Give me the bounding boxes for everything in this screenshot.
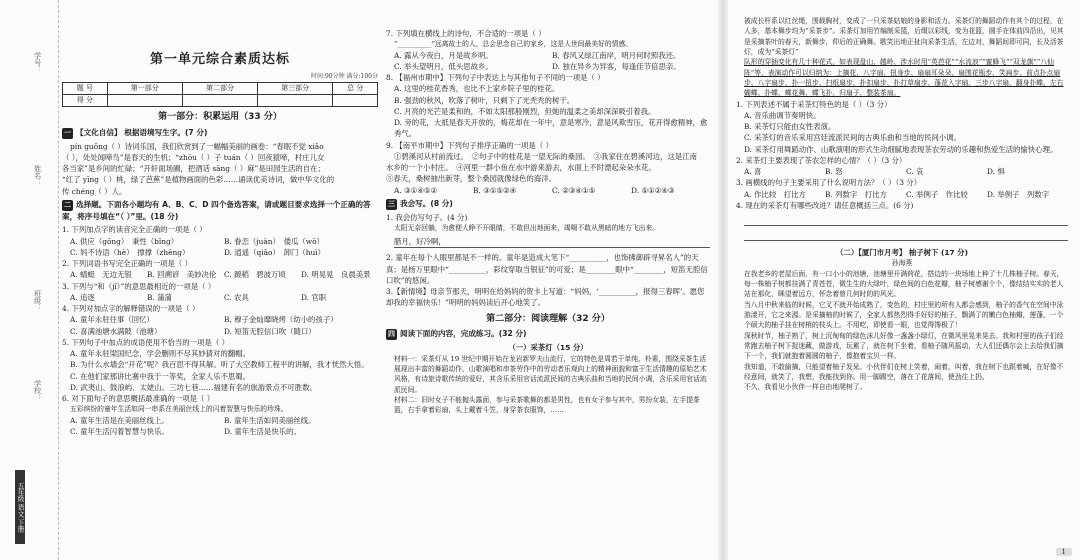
text-line: 传 chénɡ（ ）人。 bbox=[62, 186, 127, 196]
question: 3. 画横线的句子主要采用了什么说明方法？（ ）（3 分） bbox=[736, 178, 922, 188]
section-number: 三 bbox=[388, 199, 395, 208]
question: 4. 下列对加点字的解释错误的一项是（ ） bbox=[62, 304, 200, 314]
section-number: 四 bbox=[388, 330, 395, 339]
option[interactable]: B. 强劲的秋风，吹落了树叶，只剩下了光秃秃的树干。 bbox=[394, 95, 575, 105]
score-input-cell[interactable] bbox=[258, 94, 333, 106]
option[interactable]: B. 怒 bbox=[825, 167, 843, 177]
author: 孙海燕 bbox=[891, 259, 913, 268]
option[interactable]: C. ②③④①⑤ bbox=[552, 185, 596, 195]
section-title: 我会写。(8 分) bbox=[400, 198, 453, 208]
score-input-cell[interactable] bbox=[333, 94, 378, 106]
option[interactable]: C. 喜满池塘水满陂（池塘） bbox=[70, 326, 162, 336]
options bbox=[736, 166, 1068, 177]
option[interactable]: C. 童年生活闪着智慧与快乐。 bbox=[70, 426, 169, 436]
score-header-cell: 题 号 bbox=[63, 82, 108, 94]
text-line: ①碧溪河从村前流过。 ②句子中的桂花是一望无际的桑园。 ③我家住在碧溪河边，这是江南 bbox=[394, 151, 698, 161]
option[interactable]: D. 采茶灯用舞蹈动作、山歌演唱的形式生动细腻地表现茶农劳动的乐趣和热爱生活的愉快心理。 bbox=[744, 144, 1058, 154]
question: 4. 现在的采茶灯有哪些改进？请任意概括三点。(6 分) bbox=[736, 200, 914, 210]
page-number: 1 bbox=[1056, 548, 1072, 556]
option[interactable]: D. 官职 bbox=[301, 292, 327, 302]
option[interactable]: D. 惧 bbox=[987, 167, 1005, 177]
options bbox=[62, 269, 378, 280]
option[interactable]: D. 独在异乡为异客，每逢佳节倍思亲。 bbox=[552, 61, 681, 71]
score-input-cell[interactable] bbox=[182, 94, 257, 106]
option[interactable]: A. 蜻蜓 无边无银 bbox=[70, 270, 132, 280]
question: 3.【新情境】母亲节那天，明明在给妈妈的贺卡上写道：“妈妈，‘__________，报得三春晖’。愿您却我的幸福快乐！”明明的妈妈读后开心地笑了。 bbox=[386, 287, 705, 308]
option[interactable]: A. 露从今夜白，月是故乡明。 bbox=[394, 50, 493, 60]
answer-prompt: 腊月，好冷啊， bbox=[394, 237, 446, 247]
option[interactable]: B. 回溯谚 美妙决伦 bbox=[147, 270, 217, 280]
question: 2. 童年在每个人眼里都是不一样的。童年是造成大笔下“__________，也饰拂御辟寻昇名人”的天真；是杨万里眼中“__________，彩纹穿取当银征”的可爱；是________眼中“________，短笛无腔信口吹”的悠闲。 bbox=[386, 253, 708, 285]
grade-subject-tag: 五年级 语文 下册 bbox=[15, 470, 25, 544]
score-header-cell: 第二部分 bbox=[182, 82, 257, 94]
score-input-cell[interactable] bbox=[107, 94, 182, 106]
material-text: 材料二：旧时女子不能抛头露面，参与采茶歌舞的都是男性，也有女子参与其中，男扮女装，左手提茶篮，右手拿着彩扇，头上戴着斗笠，身穿茶农服饰，…… bbox=[394, 395, 700, 415]
column-2 bbox=[386, 0, 710, 556]
options bbox=[736, 189, 1068, 200]
answer-line[interactable] bbox=[394, 236, 710, 248]
material-text: 材料一：采茶灯从 19 世纪中期开始在龙岩新罗夫山流行，它的特色是周若干单纯、朴素，围绕采茶生活展现出丰富的舞蹈动作，山歌演唱和串茶劳作中的劳动者乐观向上的精神面貌和富于生活情趣的原始艺术风格，有诗旅诗歌传统的爱好，其含乐采用官话流派民间的古典乐曲和当地的民间小调，含乐采用官话流派民间。 bbox=[394, 354, 707, 394]
option[interactable]: B. 列数字 打比方 bbox=[825, 189, 887, 199]
option[interactable]: D. ⑤①②④③ bbox=[631, 185, 675, 195]
reading-subtitle: （二）【厦门市月考】 柚子树下 (17 分) bbox=[836, 248, 968, 258]
options bbox=[62, 236, 378, 259]
part1-heading: 第一部分：积累运用（33 分） bbox=[158, 111, 282, 122]
option[interactable]: C. 哀 bbox=[906, 167, 924, 177]
question: 8. 【福州市期中】下列句子中表达上与其他句子不同的一项是（ ） bbox=[386, 73, 605, 83]
quote-text: 太阳无奈回躺，为愈便人睁不开眼睛，不敢但出地面来，竭喝不敢从黑暗的地方飞出来。 bbox=[394, 224, 660, 233]
option[interactable]: B. 穆子金灿靡晓烤（幼小的孩子） bbox=[224, 315, 338, 325]
section-4-heading bbox=[386, 328, 710, 340]
option[interactable]: C. 月亮的光芒是柔和的，不如太阳那般刚烈，但她的温柔之美却深深吸引着我。 bbox=[394, 106, 656, 116]
option[interactable]: B. 为什么水墙会“开花”呢？我百思不得其解。听了大空教师工程平的讲解，我才恍然大悟。 bbox=[70, 360, 369, 370]
exam-title: 第一单元综合素质达标 bbox=[149, 52, 290, 67]
section-3-heading bbox=[386, 198, 710, 210]
binder-margin bbox=[0, 0, 59, 560]
text-line: 水乡的一个小村庄。 ④河里一群小鱼在水中游来游去，水面上不时漂起朵朵水花。 bbox=[386, 163, 656, 173]
option[interactable]: A. 音乐曲调节奏明快。 bbox=[744, 110, 821, 120]
question: 2. 采茶灯主要表现了茶农怎样的心情？（ ）（3 分） bbox=[736, 155, 907, 165]
exam-time-score: 时间:90分钟 满分:100分 bbox=[310, 72, 378, 80]
option[interactable]: A. ③①④⑤② bbox=[394, 185, 438, 195]
page-fold bbox=[718, 0, 728, 560]
underlined-material-text: 队形的穿插变化有几十种花式，如表现盘山、越岭、涉水时用“英芭花”“水流浪”“蜜蜂飞”“双龙旗”“八仙阵”等，表演动作可以归纳为：上摘花、八字扇、扭身步、扇扇耳朵朵、扇围花瓶步、笑扁步、前点扑点扇步、八字扇步、扑一扭步、扫纸扇步、扑扣扇步、扑打草扇步、蓬花入字扇、三步八字扇、翻身扑蝶、左右蝴蝶、扑蝶、蝶花舞、蝶飞扑、归扇子、整装茶扇。 bbox=[744, 58, 1064, 98]
options bbox=[386, 185, 710, 196]
option[interactable]: D. 逍遥（qiāo） 卸门（huì） bbox=[224, 247, 326, 257]
question: 7. 下列填在横线上的诗句，不合适的一项是（ ） bbox=[386, 29, 546, 38]
question: 3. 下列与“和（jǐ）”的意思最相近的一项是（ ） bbox=[62, 281, 216, 291]
text-line: “红了 yīnɡ（ ）桃，绿了芭蕉”是植物画面的色彩……诵读优美诗词，做中华文化的 bbox=[62, 175, 335, 185]
option[interactable]: D. 旁的花，大抵是春天开放的，梅花却在一年中，意是寒冷，意是风欺雪压，花开得愈精神，愈秀气。 bbox=[394, 118, 708, 139]
option[interactable]: A. 这里的桂花香秀，也比不上家乡院子里的桂花。 bbox=[394, 84, 560, 94]
section-number: 二 bbox=[64, 200, 71, 209]
options bbox=[62, 292, 378, 303]
section-2-heading bbox=[62, 199, 378, 223]
section-number: 一 bbox=[64, 128, 71, 137]
binder-label-id: 学号： bbox=[33, 52, 42, 73]
binder-label-class: 班级： bbox=[33, 290, 42, 311]
option[interactable]: B. ③①⑤②④ bbox=[473, 185, 517, 195]
section-title: 选择题。下面各小题均有 A、B、C、D 四个备选答案，请或题目要求选择一个正确的答案，将序号填在“（ ）”里。(18 分) bbox=[62, 199, 371, 221]
quote-text: 五彩缤纷的童年生活如同一串系在美丽丝线上的闪着智慧与快乐的珍珠。 bbox=[70, 405, 288, 414]
story-paragraph: 我知道，不敢偷摘，只能望着柚子发呆。小伙伴们在树上笑着，闹着，叫着，我在树下也跟着喊，在好像不经意间，就笑了，我想，我能找到你。用一脚踢空，落在了花落间，使劲往上扔。 bbox=[744, 362, 1064, 381]
binder-label-name: 姓名： bbox=[33, 165, 42, 186]
option[interactable]: B. 蒲蒲 bbox=[147, 292, 172, 302]
option[interactable]: C. 采茶灯的音乐采用宫廷流派民间的古典乐曲和当地的民间小调。 bbox=[744, 133, 962, 143]
question: 2. 下列词语书写完全正确的一项是（ ） bbox=[62, 259, 193, 269]
option[interactable]: A. 童年生活是在美丽丝线上。 bbox=[70, 415, 169, 425]
score-row-label: 得 分 bbox=[63, 94, 108, 106]
options bbox=[386, 50, 710, 73]
part2-heading: 第二部分：阅读理解（32 分） bbox=[486, 313, 610, 324]
text-line: （ ），处处闻啼鸟”是春天的生机；“zhōu（ ）子 tuán（ ）回夜猿啼，村庄儿女 bbox=[62, 152, 325, 162]
option[interactable]: D. 童年生活是快乐的。 bbox=[224, 426, 301, 436]
score-header-cell: 第一部分 bbox=[107, 82, 182, 94]
option[interactable]: A. 作比较 打比方 bbox=[744, 189, 806, 199]
question: 9. 【南平市期中】下列句子排序正确的一项是（ ） bbox=[386, 140, 553, 150]
option[interactable]: A. 童年永驻往事（回忆） bbox=[70, 315, 154, 325]
score-header-cell: 总 分 bbox=[333, 82, 378, 94]
option[interactable]: D. 明晃晃 良晨美景 bbox=[301, 270, 371, 280]
option[interactable]: B. 采茶灯只能由女性表演。 bbox=[744, 122, 836, 132]
story-paragraph: 深秋时节，柚子熟了，树上沉甸甸的绿色沫儿好像一盏盏小绿灯，在微风里晃来晃去。我和村里的孩子们经常跑去柚子树下捉迷藏，做游戏，玩累了，就在树下坐着，看柚子随风摇动，大人们还偶尔会上去给我们摘下一个，我们就抱着圆圆的柚子，像抱着宝贝一样。 bbox=[744, 331, 1064, 361]
section-1-heading bbox=[62, 127, 378, 139]
score-table bbox=[62, 82, 378, 107]
option[interactable]: C. 举例子 作比较 bbox=[906, 189, 968, 199]
question: 1. 我会仿写句子。(4 分) bbox=[386, 212, 468, 222]
option[interactable]: B. 春风又绿江南岸，明月何时照我还。 bbox=[552, 50, 681, 60]
section-title: 【文化自信】 根据语境写生字。(7 分) bbox=[76, 127, 208, 137]
story-paragraph: 不久，我看见小伙伴一样自由地爬树了。 bbox=[744, 383, 867, 392]
option[interactable]: D. 短笛无腔信口吹（随口） bbox=[224, 326, 316, 336]
option[interactable]: D. 武夷山、鼓浪屿、太姥山、三坊七巷……福建有名的旅游景点不可胜数。 bbox=[70, 382, 317, 392]
text-line: pín ɡuǒnɡ（ ）诗词乐国，我们欣赏到了一幅幅美丽的画卷：“春眠不觉 xiǎo bbox=[70, 141, 324, 151]
question: 1. 下列加点字的读音完全正确的一项是（ ） bbox=[62, 225, 207, 235]
score-header-cell: 第三部分 bbox=[258, 82, 333, 94]
answer-line[interactable] bbox=[744, 214, 1068, 226]
option[interactable]: A. 童年永驻梁国纪念，学会删则不尽其妙猜对的翻帽。 bbox=[70, 349, 251, 359]
question: 5. 下列句子中加点的成语使用不恰当的一项是（ ） bbox=[62, 337, 229, 347]
option[interactable]: C. 在他们家那讲比赛中我于一等奖，全家人乐不思蜀。 bbox=[70, 371, 251, 381]
story-paragraph: 当八月中秋来临的时候，它叉不就开始成熟了，变色的，村庄里的所有人都会感到，柚子的香气在空间中泳游漾开，它之来源。是采摘柚的时候了，全家人都热烈得手好好的柚子，飘满了的嫩白色柚瓣，莲蓬，一个个硕大的柚子挂在树梢的枝头上。不用吃，即使看一眼，也觉得馋极了！ bbox=[744, 300, 1064, 330]
section-title: 阅读下面的内容，完成练习。(32 分) bbox=[400, 329, 527, 339]
options bbox=[62, 415, 378, 438]
option[interactable]: A. 供应（ɡōnɡ） 秉性（bǐnɡ） bbox=[70, 236, 179, 246]
option[interactable]: B. 眷恋（juàn） 倭瓜（wō） bbox=[224, 236, 324, 246]
option[interactable]: C. 踱稻 碧波万顷 bbox=[224, 270, 286, 280]
story-paragraph: 在我老乡的老屋后面，有一口小小的池塘，池塘里开满荷花，搭边的一块场地上种了十几株柚子树。春天，每一株柚子树都挂满了青苍苍，微生生的大绿叶，绿色间的白色花瓣，柚子树感谢个个，像结结实实的老人站在那化，眯望着远方，怀念着曾几何时的的风光。 bbox=[744, 269, 1064, 299]
option[interactable]: D. 举例子 列数字 bbox=[987, 189, 1050, 199]
text-line: ⑤春天，桑树抽出新芽，整个桑园就像绿色的海洋。 bbox=[386, 174, 556, 184]
text-line: 各当家”是乡间的忙碌；“开轩面场圃，把酒话 sānɡ（ ）麻”是田园生活的自在； bbox=[62, 164, 325, 174]
options bbox=[62, 314, 378, 337]
option[interactable]: C. 农具 bbox=[224, 292, 249, 302]
column-1 bbox=[62, 0, 378, 556]
question: 1. 下列表述不属于采茶灯特色的是（ ）（3 分） bbox=[736, 99, 892, 109]
reading-subtitle: （一）采茶灯（15 分） bbox=[508, 343, 588, 353]
quote-text: “__________”远离故土的人，总会思念自己的家乡，这是人世间最美好的情感。 bbox=[394, 40, 633, 49]
answer-line[interactable] bbox=[744, 229, 1068, 241]
material-text: 被成长杆系以红丝绳，围载胸衬，变成了一只采茶姑娘的身影和活力。采茶灯的舞蹈动作有其个的过程，在人多，基本舞步均为“采茶步”。采茶灯加用竹编制采篮，后缀以彩线，变为花篮，圆手在体前四沿出，见其是采摘茶叶的春天，新舞步，仰后的正确舞。歌笑出地正扯向采茶生活，左边对，舞蹈间即可同，长及活茶灯，成为“采茶灯” bbox=[744, 17, 1064, 56]
option[interactable]: B. 童年生活如同美丽丝线。 bbox=[224, 415, 316, 425]
option[interactable]: C. 举头望明月，低头思故乡。 bbox=[394, 61, 493, 71]
option[interactable]: C. 妈不诗语（hè） 撑撑（zhēnɡ） bbox=[70, 247, 190, 257]
column-3 bbox=[736, 0, 1068, 556]
question: 6. 对下面句子的意思概括最准确的一项是（ ） bbox=[62, 394, 215, 404]
option[interactable]: A. 喜 bbox=[744, 167, 762, 177]
option[interactable]: A. 追逐 bbox=[70, 292, 95, 302]
binder-label-school: 学校： bbox=[33, 380, 42, 401]
